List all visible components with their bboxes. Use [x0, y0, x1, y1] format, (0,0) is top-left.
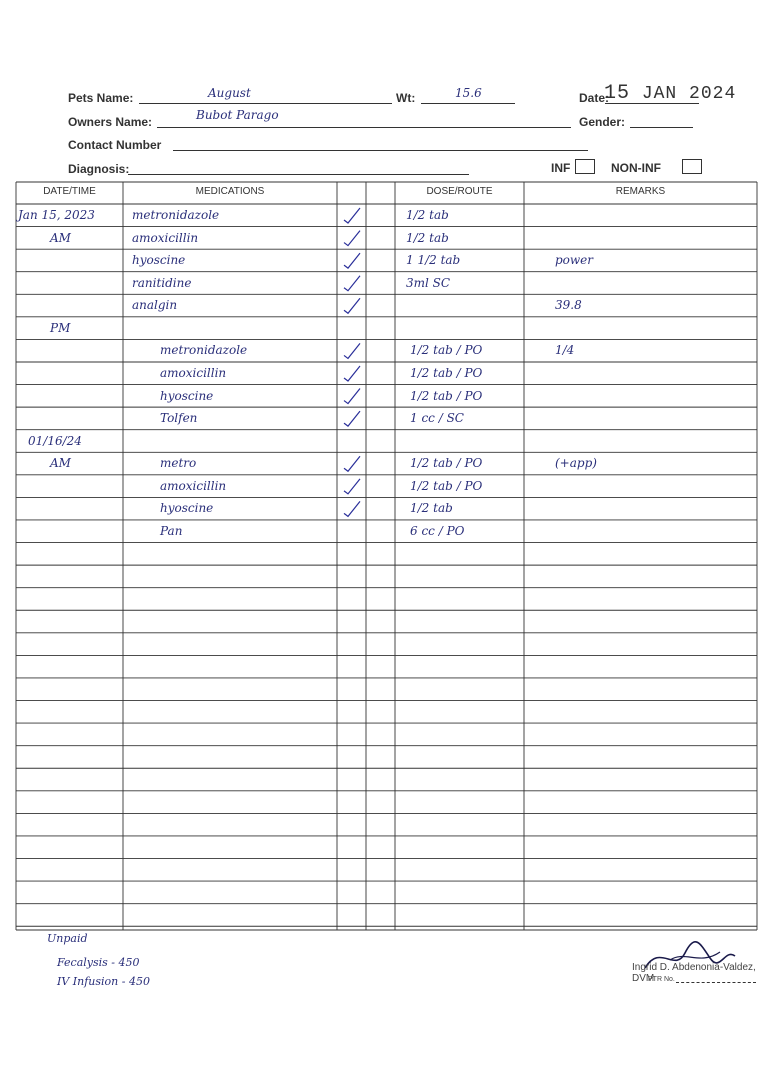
entry-medication: hyoscine	[160, 388, 214, 403]
owners-name-value[interactable]: Bubot Parago	[196, 108, 279, 122]
entry-date: 01/16/24	[28, 433, 82, 448]
entry-medication: Tolfen	[160, 411, 198, 426]
gender-label: Gender:	[579, 115, 626, 129]
entry-medication: metronidazole	[160, 343, 248, 358]
wt-value[interactable]: 15.6	[455, 86, 482, 100]
check-mark-icon	[344, 276, 360, 291]
entry-remark: 1/4	[555, 343, 575, 358]
entry-medication: hyoscine	[132, 253, 186, 268]
check-mark-icon	[344, 389, 360, 404]
check-mark-icon	[344, 501, 360, 516]
pets-name-label: Pets Name:	[68, 91, 134, 105]
entry-dose: 1/2 tab	[410, 501, 453, 516]
entry-date: AM	[50, 230, 71, 245]
footer-note-unpaid: Unpaid	[47, 932, 88, 945]
check-mark-icon	[344, 208, 360, 223]
ptr-line	[676, 982, 756, 983]
entry-medication: amoxicillin	[160, 365, 227, 380]
entry-dose: 1/2 tab / PO	[410, 343, 483, 358]
entry-remark: 39.8	[555, 298, 582, 313]
entry-dose: 6 cc / PO	[410, 523, 465, 538]
entry-date: PM	[50, 320, 71, 335]
entry-dose: 3ml SC	[406, 275, 451, 290]
non-inf-label: NON-INF	[611, 161, 661, 175]
pets-name-value[interactable]: August	[208, 86, 251, 100]
check-mark-icon	[344, 253, 360, 268]
entry-dose: 1 cc / SC	[410, 411, 464, 426]
entry-date: Jan 15, 2023	[18, 208, 95, 222]
wt-label: Wt:	[396, 91, 416, 105]
date-label: Date:	[579, 91, 610, 105]
entry-dose: 1/2 tab / PO	[410, 365, 483, 380]
entry-dose: 1/2 tab / PO	[410, 456, 483, 471]
date-day: 15	[604, 82, 631, 105]
entry-dose: 1/2 tab	[406, 230, 449, 245]
entry-remark: power	[555, 253, 594, 268]
check-mark-icon	[344, 298, 360, 313]
entry-dose: 1/2 tab / PO	[410, 388, 483, 403]
entry-dose: 1/2 tab / PO	[410, 478, 483, 493]
contact-label: Contact Number	[68, 138, 162, 152]
entry-dose: 1/2 tab	[406, 208, 449, 222]
check-mark-icon	[344, 366, 360, 381]
owners-name-label: Owners Name:	[68, 115, 153, 129]
entry-medication: amoxicillin	[132, 230, 199, 245]
entry-medication: ranitidine	[132, 275, 192, 290]
entry-date: AM	[50, 456, 71, 471]
footer-note-fecalysis: Fecalysis - 450	[57, 956, 140, 969]
entry-medication: Pan	[160, 523, 183, 538]
entry-medication: amoxicillin	[160, 478, 227, 493]
signature-name: Ingrid D. Abdenonia-Valdez, DVM	[632, 962, 756, 984]
check-mark-icon	[344, 343, 360, 358]
entry-medication: analgin	[132, 298, 178, 313]
check-mark-icon	[344, 231, 360, 246]
footer-note-iv: IV Infusion - 450	[57, 975, 150, 988]
entry-medication: metro	[160, 456, 197, 471]
header-remarks: REMARKS	[615, 186, 666, 197]
check-mark-icon	[344, 411, 360, 426]
header-dose-route: DOSE/ROUTE	[426, 186, 493, 197]
header-medications: MEDICATIONS	[195, 186, 265, 197]
check-mark-icon	[344, 479, 360, 494]
header-date-time: DATE/TIME	[43, 186, 96, 197]
inf-label: INF	[551, 161, 571, 175]
entry-remark: (+app)	[555, 456, 597, 471]
diagnosis-label: Diagnosis:	[68, 162, 130, 176]
ptr-label: PTR No.	[648, 976, 675, 983]
entry-dose: 1 1/2 tab	[406, 253, 461, 268]
check-mark-icon	[344, 456, 360, 471]
entry-medication: metronidazole	[132, 208, 220, 222]
entry-medication: hyoscine	[160, 501, 214, 516]
date-month-year: JAN 2024	[641, 84, 737, 104]
